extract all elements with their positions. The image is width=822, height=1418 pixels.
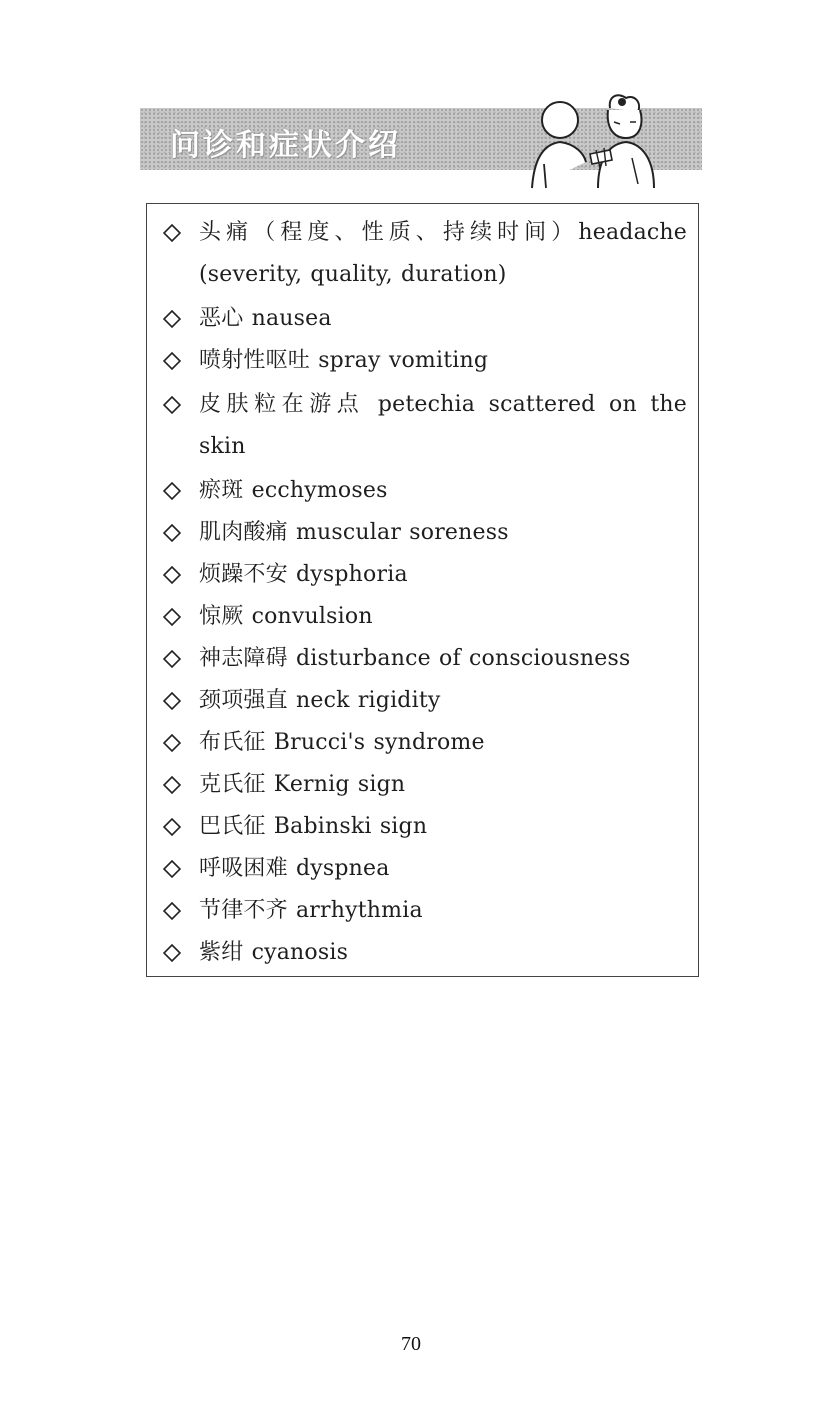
diamond-bullet-icon <box>163 692 181 710</box>
list-item-text: 瘀斑 ecchymoses <box>199 478 388 503</box>
list-item-text: 克氏征 Kernig sign <box>199 772 406 797</box>
diamond-bullet-icon <box>163 352 181 370</box>
list-item-text: 恶心 nausea <box>199 306 332 331</box>
diamond-bullet-icon <box>163 524 181 542</box>
list-item-text: 喷射性呕吐 spray vomiting <box>199 348 489 373</box>
list-item-text: 呼吸困难 dyspnea <box>199 856 390 881</box>
list-item-text: 惊厥 convulsion <box>199 604 373 629</box>
diamond-bullet-icon <box>163 650 181 668</box>
list-item-text: 头痛（程度、性质、持续时间）headache (severity, quality, duration) <box>199 220 687 287</box>
diamond-bullet-icon <box>163 734 181 752</box>
diamond-bullet-icon <box>163 482 181 500</box>
page-number: 70 <box>401 1333 421 1355</box>
doctor-patient-illustration <box>522 88 662 192</box>
diamond-bullet-icon <box>163 396 181 414</box>
list-item-text: 神志障碍 disturbance of consciousness <box>199 646 631 671</box>
diamond-bullet-icon <box>163 310 181 328</box>
list-item-text: 布氏征 Brucci's syndrome <box>199 730 485 755</box>
diamond-bullet-icon <box>163 224 181 242</box>
diamond-bullet-icon <box>163 860 181 878</box>
list-item-text: 紫绀 cyanosis <box>199 940 349 965</box>
list-item-text: 肌肉酸痛 muscular soreness <box>199 520 509 545</box>
list-item-text: 巴氏征 Babinski sign <box>199 814 428 839</box>
diamond-bullet-icon <box>163 944 181 962</box>
diamond-bullet-icon <box>163 776 181 794</box>
list-item-text: 颈项强直 neck rigidity <box>199 688 441 713</box>
list-item-text: 皮肤粒在游点 petechia scattered on the skin <box>199 392 687 459</box>
symptom-list-box <box>146 203 699 977</box>
list-item-text: 节律不齐 arrhythmia <box>199 898 423 923</box>
list-item-text: 烦躁不安 dysphoria <box>199 562 408 587</box>
diamond-bullet-icon <box>163 818 181 836</box>
section-title: 问诊和症状介绍 <box>170 128 401 163</box>
diamond-bullet-icon <box>163 566 181 584</box>
diamond-bullet-icon <box>163 902 181 920</box>
diamond-bullet-icon <box>163 608 181 626</box>
